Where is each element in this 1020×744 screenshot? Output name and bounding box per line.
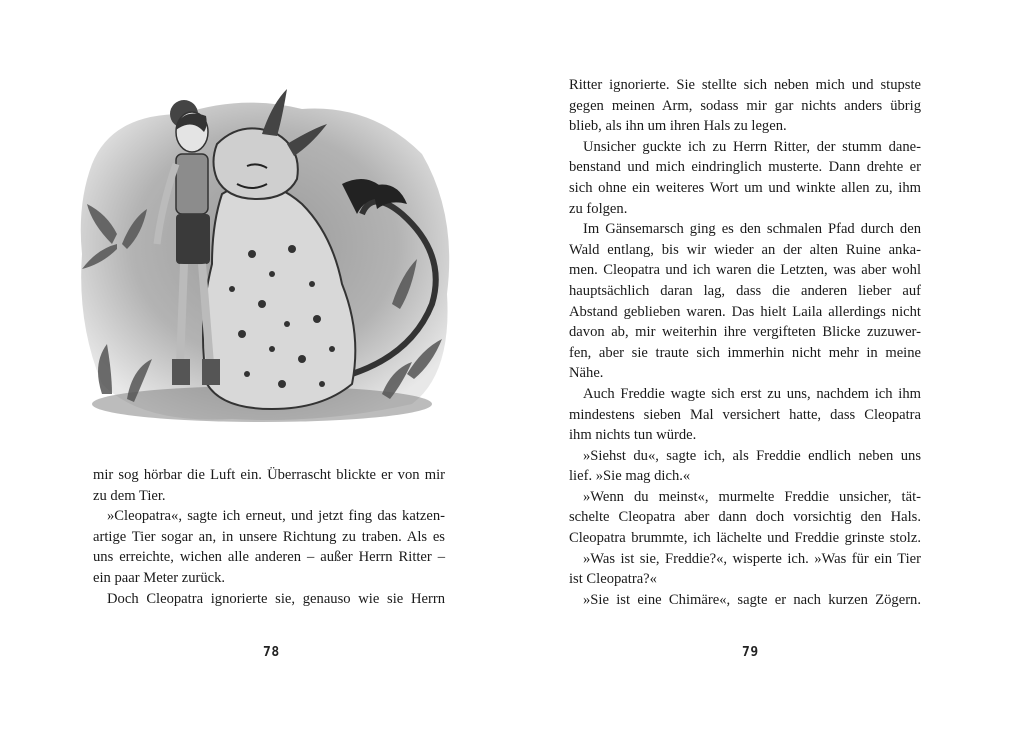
text-line: Nähe. <box>569 365 604 382</box>
text-line: blieb, als ihn um ihren Hals zu legen. <box>569 118 787 135</box>
text-line: Doch Cleopatra ignorierte sie, genauso wie sie Herrn <box>107 590 445 607</box>
text-line: men. Cleopatra und ich waren die Letzten, was aber wohl <box>569 262 921 279</box>
text-line: zu folgen. <box>569 200 628 217</box>
text-line: ihm nichts tun würde. <box>569 427 697 444</box>
text-line: »Sie ist eine Chimäre«, sagte er nach kurzen Zögern. <box>583 591 921 608</box>
text-line: sich ohne ein weiteres Wort um und winkte allen zu, ihm <box>569 179 921 196</box>
text-line: Auch Freddie wagte sich erst zu uns, nachdem ich ihm <box>583 385 921 402</box>
text-line: Im Gänsemarsch ging es den schmalen Pfad durch den <box>583 221 921 238</box>
text-line: lief. »Sie mag dich.« <box>569 468 691 485</box>
text-line: »Cleopatra«, sagte ich erneut, und jetzt fing das katzen- <box>107 508 445 525</box>
left-page-text <box>93 465 445 609</box>
text-line: Abstand geblieben waren. Das hielt Laila allerdings nicht <box>569 303 921 320</box>
text-line: schelte Cleopatra aber dann doch vorsichtig den Hals. <box>569 509 921 526</box>
text-line: Unsicher guckte ich zu Herrn Ritter, der stumm dane- <box>583 138 921 155</box>
text-line: zu dem Tier. <box>93 487 166 504</box>
text-line: »Wenn du meinst«, murmelte Freddie unsicher, tät- <box>583 488 921 505</box>
girl-with-chimera-illustration <box>72 74 462 444</box>
text-line: artige Tier sogar an, in unsere Richtung zu traben. Als es <box>93 528 445 545</box>
right-page <box>510 0 1020 744</box>
text-line: ist Cleopatra?« <box>569 571 657 588</box>
text-line: uns erreichte, wichen alle anderen – außer Herrn Ritter – <box>93 549 445 566</box>
text-line: mir sog hörbar die Luft ein. Überrascht blickte er von mir <box>93 467 445 483</box>
page-number: 79 <box>742 645 759 660</box>
text-line: ein paar Meter zurück. <box>93 569 226 586</box>
text-line: fen, aber sie traute sich immerhin nicht mehr in meine <box>569 344 921 361</box>
text-line: »Siehst du«, sagte ich, als Freddie endlich neben uns <box>583 447 921 464</box>
text-line: Ritter ignorierte. Sie stellte sich neben mich und stupste <box>569 77 921 93</box>
text-line: benstand und mich eindringlich musterte. Dann drehte er <box>569 159 921 176</box>
text-line: »Was ist sie, Freddie?«, wisperte ich. »Was für ein Tier <box>583 550 921 567</box>
right-page-text <box>569 75 921 610</box>
text-line: davon ab, mir weiterhin ihre vergifteten Blicke zuzuwer- <box>569 324 921 341</box>
text-line: gegen meinen Arm, sodass mir gar nichts anders übrig <box>569 97 921 114</box>
page-number: 78 <box>263 645 280 660</box>
text-line: Cleopatra brummte, ich lächelte und Freddie grinste stolz. <box>569 530 921 547</box>
text-line: Wald entlang, bis wir wieder an der alten Ruine anka- <box>569 241 921 258</box>
text-line: mindestens sieben Mal versichert hatte, dass Cleopatra <box>569 406 921 423</box>
text-line: hauptsächlich daran lag, dass die anderen lieber auf <box>569 282 921 299</box>
